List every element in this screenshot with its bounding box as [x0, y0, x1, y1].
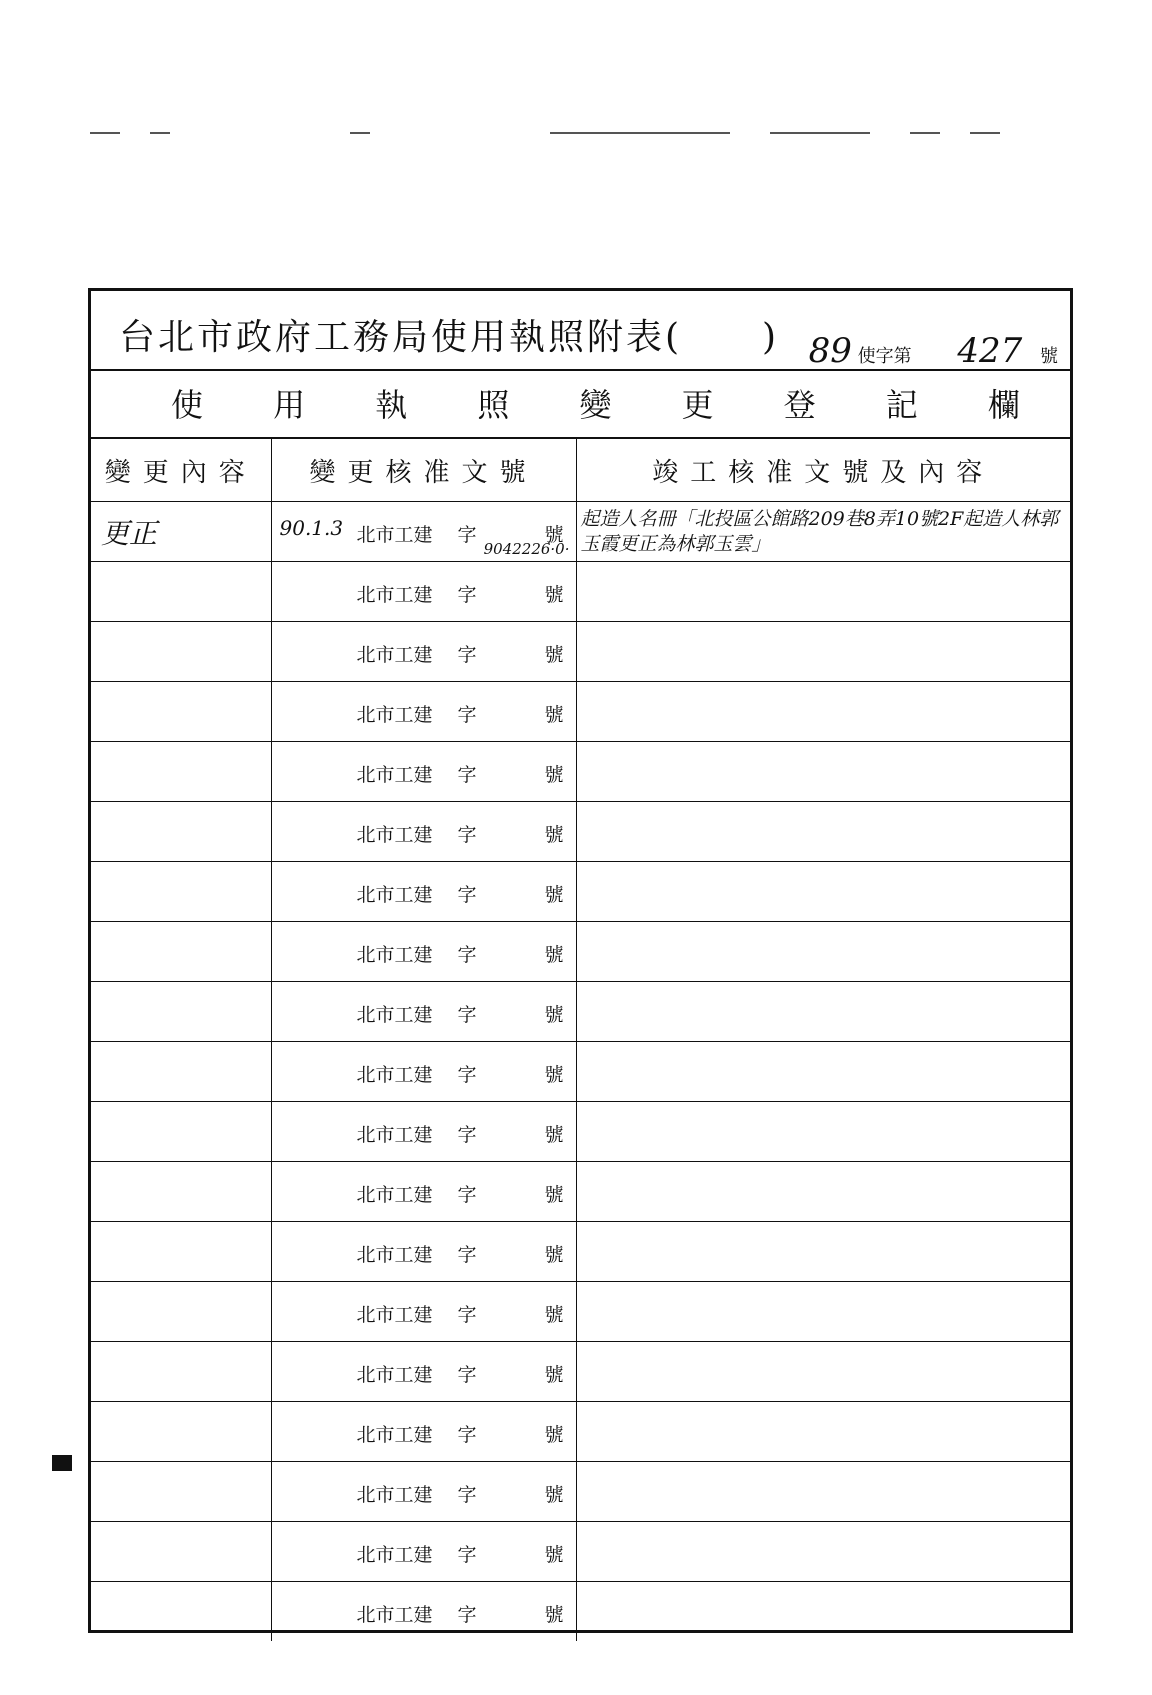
ref-char: 字 [457, 884, 477, 906]
ref-char: 字 [457, 1484, 477, 1506]
table-row [91, 1162, 1070, 1222]
completion-cell [576, 742, 1070, 802]
approval-date: 90.1.3 [279, 516, 344, 540]
ref-char: 字 [457, 1304, 477, 1326]
table-row [91, 802, 1070, 862]
approval-cell [271, 1222, 576, 1282]
ref-prefix: 北市工建 [356, 1424, 433, 1446]
completion-cell [576, 1342, 1070, 1402]
ref-prefix: 北市工建 [356, 1244, 433, 1266]
change-cell [91, 1462, 271, 1522]
ref-char: 字 [457, 1364, 477, 1386]
col-header-approval: 變更核准文號 [271, 439, 576, 502]
banner-char: 執 [375, 386, 408, 424]
ref-suffix: 號 [544, 1604, 564, 1626]
permit-suffix: 號 [1040, 346, 1058, 367]
banner-char: 使 [171, 386, 204, 424]
ref-char: 字 [457, 1544, 477, 1566]
ref-char: 字 [457, 1064, 477, 1086]
approval-cell [271, 1582, 576, 1642]
ref-suffix: 號 [544, 524, 564, 546]
ref-char: 字 [457, 1004, 477, 1026]
ref-char: 字 [457, 644, 477, 666]
ref-suffix: 號 [544, 1184, 564, 1206]
approval-cell [271, 742, 576, 802]
ref-prefix: 北市工建 [356, 764, 433, 786]
table-row [91, 1402, 1070, 1462]
permit-number [809, 331, 1058, 371]
change-cell [91, 1282, 271, 1342]
completion-cell [576, 1162, 1070, 1222]
approval-cell [271, 1102, 576, 1162]
completion-cell [576, 622, 1070, 682]
completion-cell [576, 1462, 1070, 1522]
banner-char: 照 [477, 386, 510, 424]
ref-suffix: 號 [544, 1004, 564, 1026]
table-row [91, 742, 1070, 802]
form-title: 台北市政府工務局使用執照附表( ) [119, 317, 780, 358]
change-cell [91, 1102, 271, 1162]
ref-prefix: 北市工建 [356, 1604, 433, 1626]
completion-cell [576, 1222, 1070, 1282]
title-row [91, 291, 1070, 371]
completion-cell [576, 982, 1070, 1042]
ref-prefix: 北市工建 [356, 584, 433, 606]
ref-prefix: 北市工建 [356, 824, 433, 846]
change-cell [91, 1582, 271, 1642]
approval-cell [271, 1522, 576, 1582]
change-register-table [91, 439, 1070, 1641]
change-cell [91, 742, 271, 802]
approval-cell [271, 862, 576, 922]
ref-prefix: 北市工建 [356, 1484, 433, 1506]
ref-char: 字 [457, 1244, 477, 1266]
change-cell [91, 1522, 271, 1582]
approval-cell [271, 1462, 576, 1522]
table-row [91, 1462, 1070, 1522]
completion-cell [576, 502, 1070, 562]
ref-suffix: 號 [544, 884, 564, 906]
change-cell [91, 502, 271, 562]
table-row [91, 682, 1070, 742]
completion-content: 起造人名冊「北投區公館路209巷8弄10號2F起造人林郭玉霞更正為林郭玉雲」 [580, 507, 1059, 555]
ref-suffix: 號 [544, 1424, 564, 1446]
approval-cell [271, 802, 576, 862]
ref-prefix: 北市工建 [356, 1124, 433, 1146]
ref-suffix: 號 [544, 1304, 564, 1326]
ref-suffix: 號 [544, 824, 564, 846]
change-cell [91, 1042, 271, 1102]
table-row [91, 922, 1070, 982]
ref-suffix: 號 [544, 1124, 564, 1146]
approval-cell [271, 982, 576, 1042]
table-row [91, 1582, 1070, 1642]
ref-prefix: 北市工建 [356, 1184, 433, 1206]
completion-cell [576, 1042, 1070, 1102]
banner-char: 變 [579, 386, 612, 424]
permit-no: 427 [957, 331, 1023, 371]
col-header-change: 變更內容 [91, 439, 271, 502]
completion-cell [576, 922, 1070, 982]
ref-prefix: 北市工建 [356, 884, 433, 906]
change-cell [91, 1162, 271, 1222]
banner-char: 登 [783, 386, 816, 424]
approval-cell [271, 922, 576, 982]
table-row [91, 1342, 1070, 1402]
ref-prefix: 北市工建 [356, 1004, 433, 1026]
change-cell [91, 1222, 271, 1282]
completion-cell [576, 1402, 1070, 1462]
ref-prefix: 北市工建 [356, 944, 433, 966]
ref-prefix: 北市工建 [356, 1364, 433, 1386]
table-row [91, 1282, 1070, 1342]
binder-clip [52, 1455, 72, 1471]
table-row [91, 982, 1070, 1042]
ref-prefix: 北市工建 [356, 704, 433, 726]
approval-cell [271, 1162, 576, 1222]
banner-char: 欄 [987, 386, 1020, 424]
approval-cell [271, 1282, 576, 1342]
approval-cell [271, 622, 576, 682]
table-row [91, 622, 1070, 682]
scan-noise [90, 132, 1080, 138]
completion-cell [576, 1102, 1070, 1162]
ref-char: 字 [457, 824, 477, 846]
ref-suffix: 號 [544, 1544, 564, 1566]
completion-cell [576, 862, 1070, 922]
change-text: 更正 [101, 516, 158, 550]
col-header-completion: 竣工核准文號及內容 [576, 439, 1070, 502]
ref-char: 字 [457, 704, 477, 726]
ref-suffix: 號 [544, 644, 564, 666]
ref-suffix: 號 [544, 944, 564, 966]
permit-annex-form [88, 288, 1073, 1633]
table-row [91, 862, 1070, 922]
table-row [91, 1102, 1070, 1162]
approval-cell [271, 562, 576, 622]
change-cell [91, 802, 271, 862]
ref-suffix: 號 [544, 584, 564, 606]
ref-suffix: 號 [544, 1064, 564, 1086]
banner-char: 更 [681, 386, 714, 424]
ref-suffix: 號 [544, 704, 564, 726]
table-row [91, 562, 1070, 622]
ref-char: 字 [457, 1124, 477, 1146]
table-header-row [91, 439, 1070, 502]
ref-char: 字 [457, 1424, 477, 1446]
ref-char: 字 [457, 1604, 477, 1626]
banner-char: 記 [885, 386, 918, 424]
ref-suffix: 號 [544, 1244, 564, 1266]
table-row [91, 1522, 1070, 1582]
change-cell [91, 562, 271, 622]
change-cell [91, 622, 271, 682]
approval-cell [271, 682, 576, 742]
table-row [91, 1042, 1070, 1102]
ref-suffix: 號 [544, 1484, 564, 1506]
change-cell [91, 682, 271, 742]
ref-char: 字 [457, 764, 477, 786]
completion-cell [576, 802, 1070, 862]
approval-number: 9042226·0· [483, 540, 570, 558]
ref-prefix: 北市工建 [356, 644, 433, 666]
change-cell [91, 1342, 271, 1402]
change-cell [91, 922, 271, 982]
ref-char: 字 [457, 524, 477, 546]
completion-cell [576, 1522, 1070, 1582]
table-row [91, 1222, 1070, 1282]
completion-cell [576, 562, 1070, 622]
permit-mid: 使字第 [857, 346, 912, 367]
completion-cell [576, 682, 1070, 742]
approval-cell [271, 1402, 576, 1462]
completion-cell [576, 1282, 1070, 1342]
change-cell [91, 982, 271, 1042]
approval-cell [271, 502, 576, 562]
change-cell [91, 862, 271, 922]
ref-prefix: 北市工建 [356, 1304, 433, 1326]
approval-cell [271, 1342, 576, 1402]
ref-char: 字 [457, 1184, 477, 1206]
change-cell [91, 1402, 271, 1462]
table-row [91, 502, 1070, 562]
ref-suffix: 號 [544, 1364, 564, 1386]
completion-cell [576, 1582, 1070, 1642]
section-banner [91, 369, 1070, 439]
ref-prefix: 北市工建 [356, 1064, 433, 1086]
ref-char: 字 [457, 584, 477, 606]
permit-year: 89 [808, 331, 852, 371]
approval-cell [271, 1042, 576, 1102]
ref-prefix: 北市工建 [356, 524, 433, 546]
ref-prefix: 北市工建 [356, 1544, 433, 1566]
ref-suffix: 號 [544, 764, 564, 786]
ref-char: 字 [457, 944, 477, 966]
banner-char: 用 [273, 386, 306, 424]
